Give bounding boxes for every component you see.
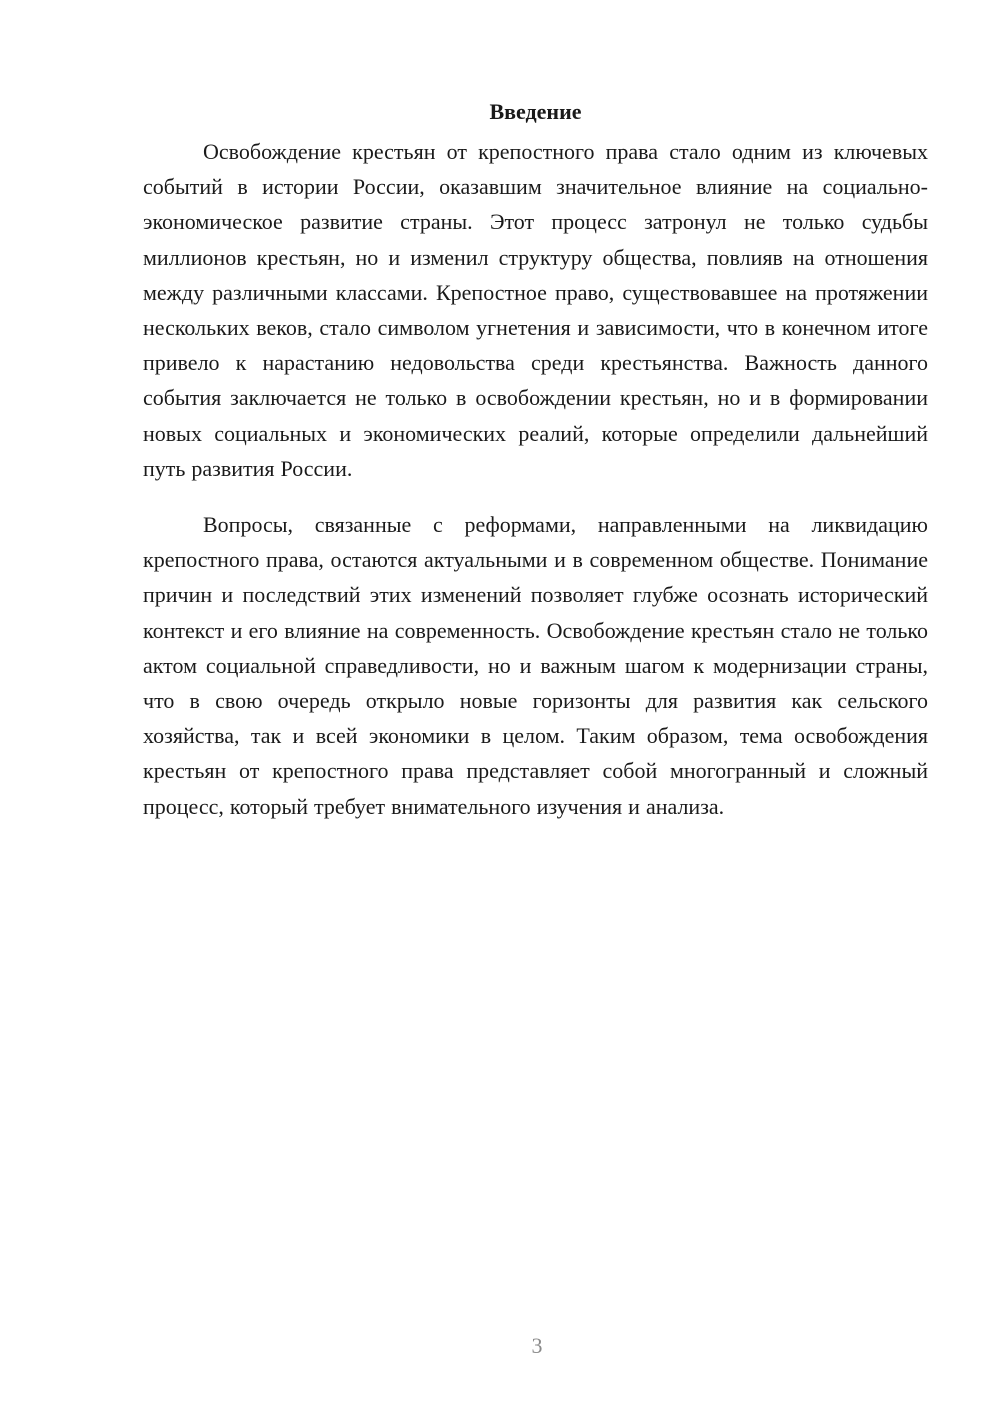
paragraph-1: Освобождение крестьян от крепостного права стало одним из ключевых событий в истории России, оказавшим значительное влияние на социально-экономическое развитие страны. Этот процесс затронул не только судьбы миллионов крестьян, но и изменил структуру общества, повлияв на отношения между различными классами. Крепостное право, существовавшее на протяжении нескольких веков, стало символом угнетения и зависимости, что в конечном итоге привело к нарастанию недовольства среди крестьянства. Важность данного события заключается не только в освобождении крестьян, но и в формировании новых социальных и экономических реалий, которые определили дальнейший путь развития России. xyxy=(143,139,928,481)
page-content xyxy=(143,92,928,824)
page-number: 3 xyxy=(531,1333,543,1358)
section-heading: Введение xyxy=(489,99,582,124)
paragraph-2: Вопросы, связанные с реформами, направленными на ликвидацию крепостного права, остаются актуальными и в современном обществе. Понимание причин и последствий этих изменений позволяет глубже осознать исторический контекст и его влияние на современность. Освобождение крестьян стало не только актом социальной справедливости, но и важным шагом к модернизации страны, что в свою очередь открыло новые горизонты для развития как сельского хозяйства, так и всей экономики в целом. Таким образом, тема освобождения крестьян от крепостного права представляет собой многогранный и сложный процесс, который требует внимательного изучения и анализа. xyxy=(143,512,928,819)
